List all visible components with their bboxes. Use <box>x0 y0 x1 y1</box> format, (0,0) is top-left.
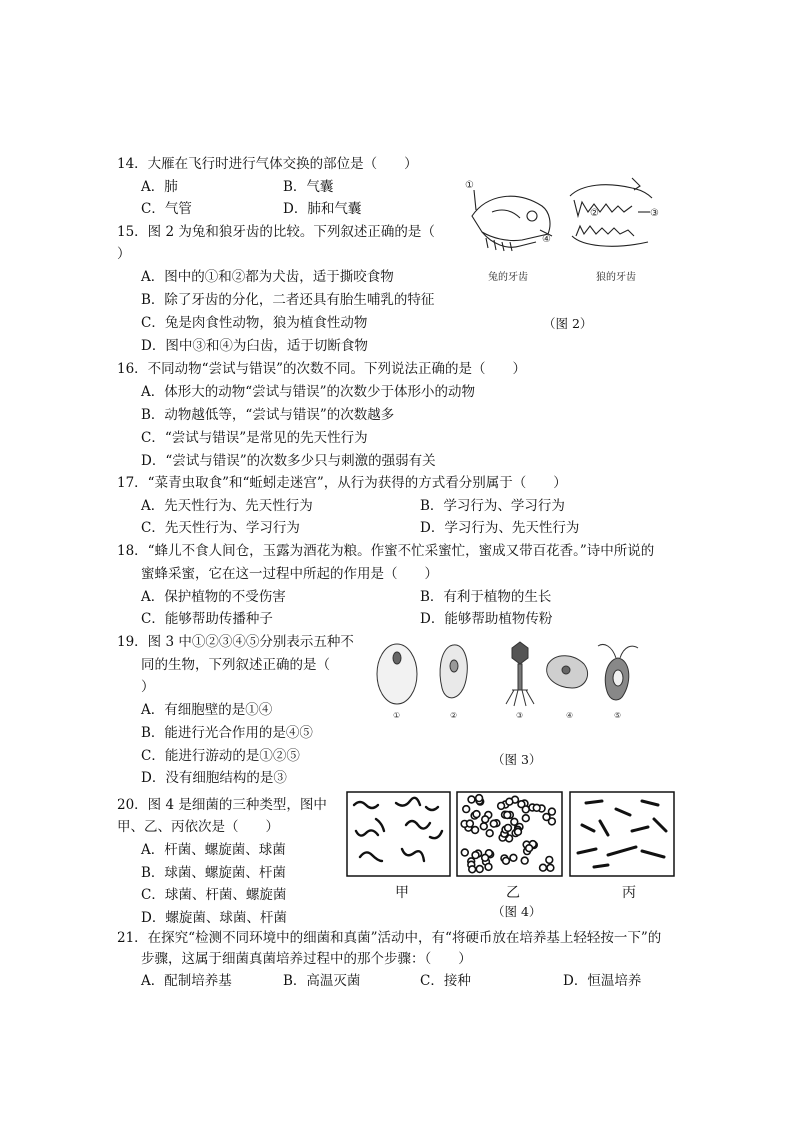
organism-2-amoeba-like <box>440 645 467 698</box>
coccus-cell <box>521 857 528 864</box>
q21-option-a: A．配制培养基 <box>141 973 232 989</box>
fig3-marker-1: ① <box>393 711 401 720</box>
fig2-label-wolf: 狼的牙齿 <box>596 272 636 283</box>
fig2-marker-2: ② <box>590 208 599 219</box>
coccus-cell <box>476 866 483 873</box>
q16-stem: 16．不同动物“尝试与错误”的次数不同。下列说法正确的是（ ） <box>117 361 526 377</box>
fig3-marker-2: ② <box>450 711 458 720</box>
coccus-cell <box>463 806 470 813</box>
q21-stem-cont: 步骤，这属于细菌真菌培养过程中的那个步骤：（ ） <box>141 951 472 967</box>
q14-option-d: D．肺和气囊 <box>283 201 362 217</box>
q14-option-a: A．肺 <box>141 179 178 195</box>
coccus-cell <box>518 801 525 808</box>
coccus-cell <box>486 830 493 837</box>
fig2-marker-1: ① <box>465 180 474 191</box>
fig3-marker-5: ⑤ <box>614 711 622 720</box>
fig2-marker-4: ④ <box>542 234 551 245</box>
q18-option-d: D．能够帮助植物传粉 <box>420 611 553 627</box>
coccus-cell <box>476 795 483 802</box>
q16-option-d: D．“尝试与错误”的次数多少只与刺激的强弱有关 <box>141 453 436 469</box>
q16-option-b: B．动物越低等，“尝试与错误”的次数越多 <box>141 407 395 423</box>
coccus-cell <box>468 796 475 803</box>
q20-stem: 20．图 4 是细菌的三种类型，图中 <box>117 797 327 813</box>
organism-3-bacteriophage <box>506 642 534 706</box>
fig3-marker-4: ④ <box>566 711 574 720</box>
q15-option-a: A．图中的①和②都为犬齿，适于撕咬食物 <box>141 269 394 285</box>
q19-stem-cont: 同的生物，下列叙述正确的是（ <box>141 657 330 673</box>
q19-option-c: C．能进行游动的是①②⑤ <box>141 748 300 764</box>
panel-bing-bacilli <box>570 792 674 876</box>
coccus-cell <box>540 864 547 871</box>
fig4-label-jia: 甲 <box>395 885 409 901</box>
organism-4-paramecium <box>547 656 588 688</box>
coccus-cell <box>504 812 511 819</box>
coccus-cell <box>482 854 489 861</box>
q18-stem: 18．“蜂儿不食人间仓，玉露为酒花为粮。作蜜不忙采蜜忙，蜜成又带百花香。”诗中所说的 <box>117 543 655 559</box>
q20-stem-cont: 甲、乙、丙依次是（ ） <box>117 819 279 835</box>
figure-2-teeth <box>462 176 672 288</box>
organism-1-yeast-cell <box>377 644 417 704</box>
q20-option-d: D．螺旋菌、球菌、杆菌 <box>141 910 287 926</box>
q19-option-a: A．有细胞壁的是①④ <box>141 702 273 718</box>
q18-option-a: A．保护植物的不受伤害 <box>141 589 286 605</box>
q19-option-b: B．能进行光合作用的是④⑤ <box>141 725 313 741</box>
q18-option-b: B．有利于植物的生长 <box>420 589 552 605</box>
panel-yi-cocci <box>457 792 562 876</box>
q18-option-c: C．能够帮助传播种子 <box>141 611 273 627</box>
q16-option-a: A．体形大的动物“尝试与错误”的次数少于体形小的动物 <box>141 384 476 400</box>
coccus-cell <box>547 864 554 871</box>
q14-option-b: B．气囊 <box>283 179 334 195</box>
coccus-cell <box>506 798 513 805</box>
coccus-cell <box>543 814 550 821</box>
q17-option-b: B．学习行为、学习行为 <box>420 498 565 514</box>
q17-option-d: D．学习行为、先天性行为 <box>420 520 580 536</box>
coccus-cell <box>482 816 489 823</box>
figure-3-organisms <box>372 636 642 722</box>
q15-stem-cont: ） <box>117 246 131 262</box>
q15-option-d: D．图中③和④为臼齿，适于切断食物 <box>141 338 368 354</box>
q14-option-c: C．气管 <box>141 201 192 217</box>
figure-4-bacteria <box>346 791 676 877</box>
wolf-jaw-drawing <box>570 178 652 246</box>
q18-stem-cont: 蜜蜂采蜜，它在这一过程中所起的作用是（ ） <box>141 566 438 582</box>
organism-5-euglena <box>598 645 638 701</box>
q20-option-b: B．球菌、螺旋菌、杆菌 <box>141 865 286 881</box>
q14-stem: 14．大雁在飞行时进行气体交换的部位是（ ） <box>117 156 418 172</box>
coccus-cell <box>503 857 510 864</box>
coccus-cell <box>533 804 540 811</box>
rabbit-skull-drawing <box>472 190 552 251</box>
q15-stem: 15．图 2 为兔和狼牙齿的比较。下列叙述正确的是（ <box>117 224 435 240</box>
fig3-marker-3: ③ <box>516 711 524 720</box>
coccus-cell <box>480 823 487 830</box>
q15-option-c: C．兔是肉食性动物，狼为植食性动物 <box>141 315 368 331</box>
coccus-cell <box>485 864 492 871</box>
figure-2-caption: （图 2） <box>543 316 593 331</box>
coccus-cell <box>461 849 468 856</box>
coccus-cell <box>546 857 553 864</box>
coccus-cell <box>515 828 522 835</box>
coccus-cell <box>510 854 517 861</box>
coccus-cell <box>473 811 480 818</box>
coccus-cell <box>472 827 479 834</box>
q17-option-c: C．先天性行为、学习行为 <box>141 520 300 536</box>
q20-option-a: A．杆菌、螺旋菌、球菌 <box>141 842 286 858</box>
q15-option-b: B．除了牙齿的分化，二者还具有胎生哺乳的特征 <box>141 292 435 308</box>
panel-jia-spiral-bacteria <box>347 792 450 876</box>
figure-4-caption: （图 4） <box>492 904 542 919</box>
q19-stem: 19．图 3 中①②③④⑤分别表示五种不 <box>117 634 354 650</box>
q20-option-c: C．球菌、杆菌、螺旋菌 <box>141 887 287 903</box>
fig2-marker-3: ③ <box>650 208 659 219</box>
fig4-label-bing: 丙 <box>622 885 636 901</box>
q19-option-d: D．没有细胞结构的是③ <box>141 770 287 786</box>
q21-option-b: B．高温灭菌 <box>283 973 361 989</box>
coccus-cell <box>505 825 512 832</box>
q17-stem: 17．“菜青虫取食”和“蚯蚓走迷宫”，从行为获得的方式看分别属于（ ） <box>117 475 567 491</box>
figure-3-caption: （图 3） <box>492 752 542 767</box>
q17-option-a: A．先天性行为、先天性行为 <box>141 498 313 514</box>
coccus-cell <box>549 808 556 815</box>
coccus-cell <box>472 852 479 859</box>
coccus-cell <box>467 820 474 827</box>
q16-option-c: C．“尝试与错误”是常见的先天性行为 <box>141 430 368 446</box>
coccus-cell <box>522 815 529 822</box>
coccus-cell <box>498 803 505 810</box>
fig4-label-yi: 乙 <box>506 885 520 901</box>
coccus-cell <box>469 866 476 873</box>
coccus-cell <box>526 845 533 852</box>
q21-option-d: D．恒温培养 <box>563 973 642 989</box>
fig2-label-rabbit: 兔的牙齿 <box>488 272 528 283</box>
q21-stem: 21．在探究“检测不同环境中的细菌和真菌”活动中，有“将硬币放在培养基上轻轻按一下”的 <box>117 930 662 946</box>
q21-option-c: C．接种 <box>420 973 471 989</box>
q19-stem-cont-2: ） <box>141 679 155 695</box>
coccus-cell <box>490 820 497 827</box>
